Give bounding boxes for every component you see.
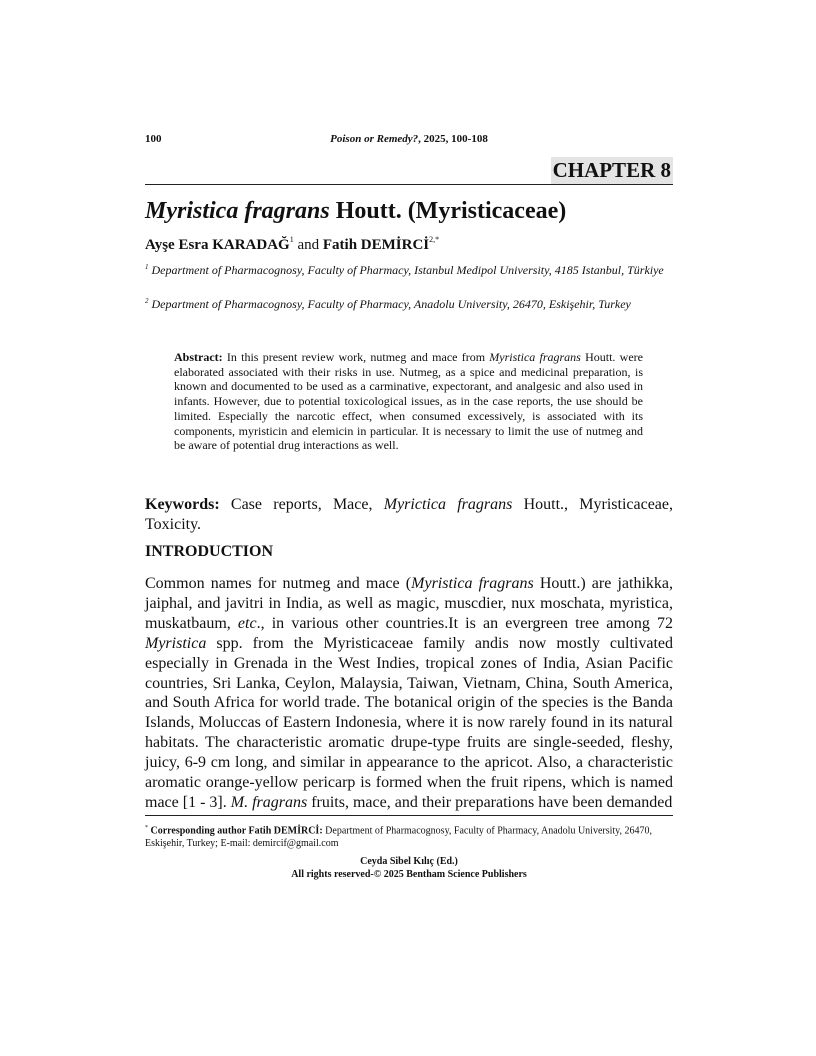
title-species: Myristica fragrans xyxy=(145,198,330,224)
author-connector: and xyxy=(293,237,323,253)
page-number: 100 xyxy=(145,133,162,145)
author-name: Ayşe Esra KARADAĞ xyxy=(145,237,290,253)
intro-italic: Myristica fragrans xyxy=(411,575,534,592)
affil-text: Department of Pharmacognosy, Faculty of Pharmacy, Anadolu University, 26470, Eskişehir, Turkey xyxy=(148,297,631,311)
title-rest: Houtt. (Myristicaceae) xyxy=(329,198,567,224)
intro-italic: Myristica xyxy=(145,634,207,652)
journal-title: Poison or Remedy? xyxy=(330,133,419,145)
footnote-marker: * xyxy=(145,825,148,831)
affil-marker: 1 xyxy=(145,263,149,271)
footnote-label: Corresponding author Fatih DEMİRCİ: xyxy=(148,825,323,837)
affil-text: Department of Pharmacognosy, Faculty of Pharmacy, Istanbul Medipol University, 4185 Istanbul, Türkiye xyxy=(148,263,664,277)
intro-text: Common names for nutmeg and mace ( xyxy=(145,575,412,592)
publisher-imprint xyxy=(145,856,673,881)
author-affil-marker: 2,* xyxy=(429,235,440,244)
intro-italic: M. fragrans xyxy=(230,793,308,811)
affil-marker: 2 xyxy=(145,297,149,305)
affiliation xyxy=(145,259,673,278)
author-line xyxy=(145,236,439,254)
author-name: Fatih DEMİRCİ xyxy=(322,237,430,253)
keywords-label: Keywords: xyxy=(145,496,220,513)
intro-text: ., in various other countries.It is an evergreen tree among 72 xyxy=(256,614,673,632)
running-head xyxy=(145,133,673,149)
editor-line: Ceyda Sibel Kılıç (Ed.) xyxy=(360,856,458,867)
keywords xyxy=(145,495,673,535)
abstract xyxy=(174,350,643,453)
keywords-text: Houtt., Myristicaceae, Toxicity. xyxy=(145,496,674,533)
introduction-paragraph xyxy=(145,574,673,813)
intro-text: spp. from the Myristicaceae family andis now mostly cultivated especially in Grenada in the West Indies, tropical zones of India, Asian Pacific countries, Sri Lanka, Ceylon, Malaysia, Taiwan, Vietnam, China, South America, and South Africa for world trade. The botanical origin of the species is the Banda Islands, Moluccas of Eastern Indonesia, where it is now rarely found in its natural habitats. The characteristic aromatic drupe-type fruits are single-seeded, fleshy, juicy, 6-9 cm long, and similar in appearance to the apricot. Also, a characteristic aromatic orange-yellow pericarp is formed when the fruit ripens, which is named mace [1 - 3]. xyxy=(145,634,673,811)
footnote-divider xyxy=(145,815,673,816)
title-divider xyxy=(145,184,673,185)
abstract-text: Houtt. were elaborated associated with their risks in use. Nutmeg, as a spice and medicinal preparation, is known and documented to be used as a carminative, expectorant, and analgesic and also used in infants. However, due to potential toxicological issues, as in the case reports, the use should be limited. Especially the narcotic effect, when consumed excessively, is associated with its components, myristicin and elemicin in particular. It is necessary to limit the use of nutmeg and be aware of potential drug interactions as well. xyxy=(174,350,643,453)
journal-citation xyxy=(145,133,673,145)
chapter-title xyxy=(145,198,566,225)
journal-year-pages: , 2025, 100-108 xyxy=(418,133,488,145)
abstract-label: Abstract: xyxy=(174,350,223,364)
keywords-species: Myrictica fragrans xyxy=(383,496,513,513)
abstract-species: Myristica fragrans xyxy=(489,350,581,364)
chapter-label: CHAPTER 8 xyxy=(552,158,671,182)
copyright-line: All rights reserved-© 2025 Bentham Science Publishers xyxy=(291,868,527,880)
corresponding-author-footnote xyxy=(145,822,673,850)
intro-italic: etc xyxy=(237,614,257,632)
section-heading: INTRODUCTION xyxy=(145,543,274,560)
intro-text: Houtt.) are jathikka, jaiphal, and javitri in India, as well as magic, muscdier, nux moschata, myristica, muskatbaum, xyxy=(145,575,674,632)
footnote-text: Department of Pharmacognosy, Faculty of Pharmacy, Anadolu University, 26470, Eskişehir, Turkey; E-mail: demircif@gmail.com xyxy=(145,825,653,849)
intro-text: fruits, mace, and their preparations have been demanded xyxy=(307,793,673,811)
author-affil-marker: 1 xyxy=(289,235,294,244)
keywords-text: Case reports, Mace, xyxy=(219,496,384,513)
abstract-text: In this present review work, nutmeg and mace from xyxy=(222,350,490,364)
affiliation xyxy=(145,293,673,312)
